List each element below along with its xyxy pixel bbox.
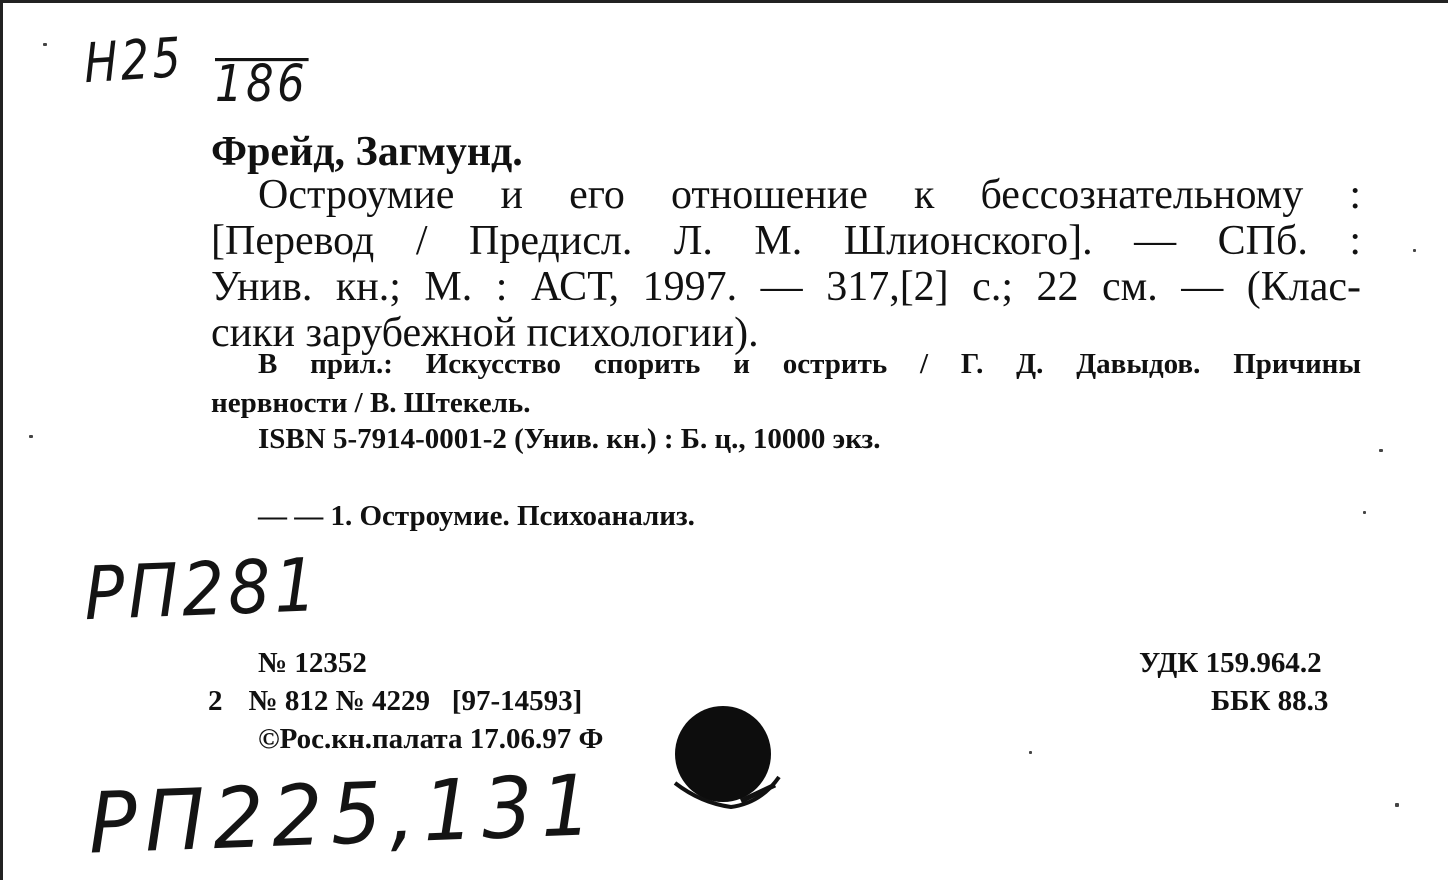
appendix-note-line-2: нервности / В. Штекель. [211,387,531,419]
author-heading: Фрейд, Загмунд. [211,129,523,175]
bbk-code: ББК 88.3 [1211,685,1329,717]
handwritten-shelf-mark-1: РП281 [83,541,322,638]
scan-speck [1029,751,1032,754]
handwritten-call-number-suffix: 186 [215,54,309,114]
scan-speck [1379,449,1383,452]
registration-numbers: № 812 № 4229 [248,685,431,717]
title-line-1: Остроумие и его отношение к бессознательному : [258,172,1361,218]
appendix-note-line-1: В прил.: Искусство спорить и острить / Г. Д. Давыдов. Причины [258,348,1361,380]
registration-number: № 12352 [258,647,367,679]
copies-count: 2 [208,685,223,717]
isbn-line: ISBN 5-7914-0001-2 (Унив. кн.) : Б. ц., 10000 экз. [258,423,881,455]
scan-speck [43,43,47,46]
handwritten-call-number-prefix: Н25 [83,26,186,96]
handwritten-shelf-mark-2: РП225,131 [87,756,602,873]
title-line-2: [Перевод / Предисл. Л. М. Шлионского]. — СПб. : [211,218,1361,264]
udc-code: УДК 159.964.2 [1139,647,1322,679]
title-line-3: Унив. кн.; М. : АСТ, 1997. — 317,[2] с.; 22 см. — (Клас- [211,264,1361,310]
subject-tracing: — — 1. Остроумие. Психоанализ. [258,500,695,532]
scan-speck [1413,249,1416,252]
registration-bracket-number: [97-14593] [451,685,583,717]
registration-details [208,685,582,718]
title-line-4: сики зарубежной психологии). [211,310,759,356]
scan-speck [29,435,33,438]
scan-speck [1363,511,1366,514]
scan-speck [1395,803,1399,807]
hole-smudge-mark [671,773,783,823]
book-chamber-line: ©Рос.кн.палата 17.06.97 Ф [258,723,604,755]
